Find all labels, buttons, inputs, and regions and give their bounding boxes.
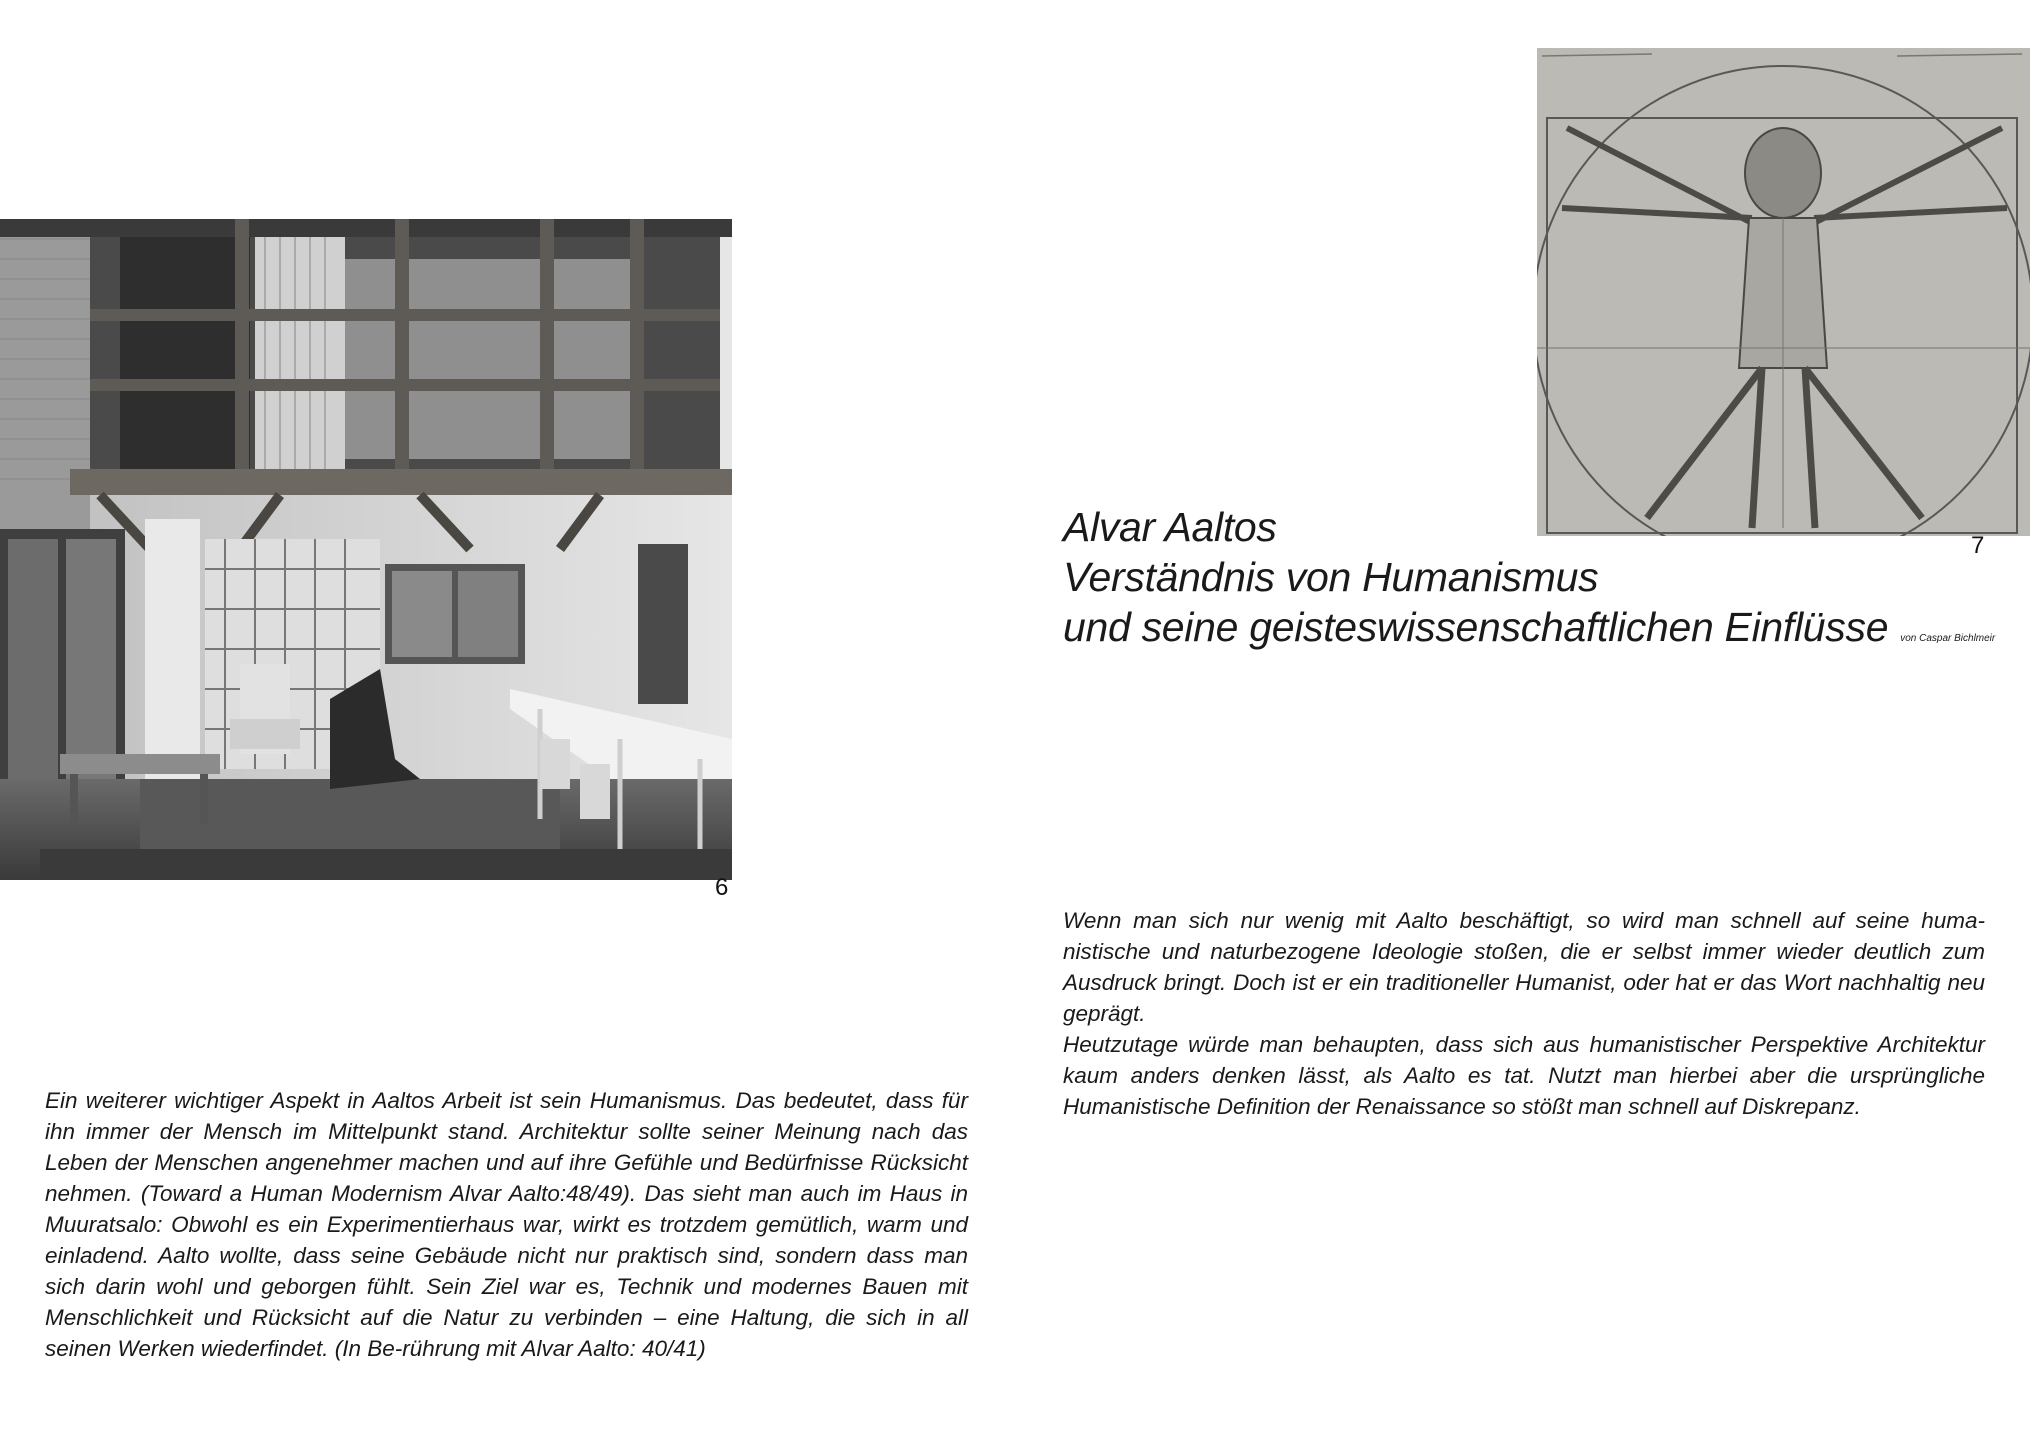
right-paragraph-1: Wenn man sich nur wenig mit Aalto beschäftigt, so wird man schnell auf seine huma-nistische und naturbezogene Ideologie stoßen, die er selbst immer wieder deutlich zum Ausdruck bringt. Doch ist er ein traditioneller Humanist, oder hat er das Wort nachhaltig neu geprägt. <box>1063 908 1985 1026</box>
figure-number-6: 6 <box>715 874 729 901</box>
title-line-1: Alvar Aaltos <box>1063 504 1277 550</box>
vitruvian-man-illustration <box>1537 48 2030 536</box>
article-title <box>1063 502 2003 664</box>
figure-number-7: 7 <box>1971 532 1985 559</box>
interior-photo <box>0 219 732 880</box>
title-line-3-text: und seine geisteswissenschaftlichen Einflüsse <box>1063 604 1889 650</box>
interior-photo-illustration <box>0 219 732 880</box>
left-column-text <box>45 1085 968 1364</box>
right-column-text <box>1063 905 1985 1122</box>
vitruvian-man-drawing <box>1537 48 2030 536</box>
author-byline: von Caspar Bichlmeir <box>1900 633 1996 644</box>
left-paragraph-1: Ein weiterer wichtiger Aspekt in Aaltos Arbeit ist sein Humanismus. Das bedeutet, dass für ihn immer der Mensch im Mittelpunkt stand. Architektur sollte seiner Meinung nach das Leben der Menschen angenehmer machen und auf ihre Gefühle und Bedürfnisse Rücksicht nehmen. (Toward a Human Modernism Alvar Aalto:48/49). Das sieht man auch im Haus in Muuratsalo: Obwohl es ein Experimentierhaus war, wirkt es trotzdem gemütlich, warm und einladend. Aalto wollte, dass seine Gebäude nicht nur praktisch sind, sondern dass man sich darin wohl und geborgen fühlt. Sein Ziel war es, Technik und modernes Bauen mit Menschlichkeit und Rücksicht auf die Natur zu verbinden – eine Haltung, die sich in all seinen Werken wiederfindet. (In Be-rührung mit Alvar Aalto: 40/41) <box>45 1088 968 1361</box>
right-paragraph-2: Heutzutage würde man behaupten, dass sich aus humanistischer Perspektive Architektur kaum anders denken lässt, als Aalto es tat. Nutzt man hierbei aber die ursprüngliche Humanistische Definition der Renaissance so stößt man schnell auf Diskrepanz. <box>1063 1032 1985 1119</box>
title-line-3 <box>1063 602 2003 664</box>
title-line-2: Verständnis von Humanismus <box>1063 554 1599 600</box>
